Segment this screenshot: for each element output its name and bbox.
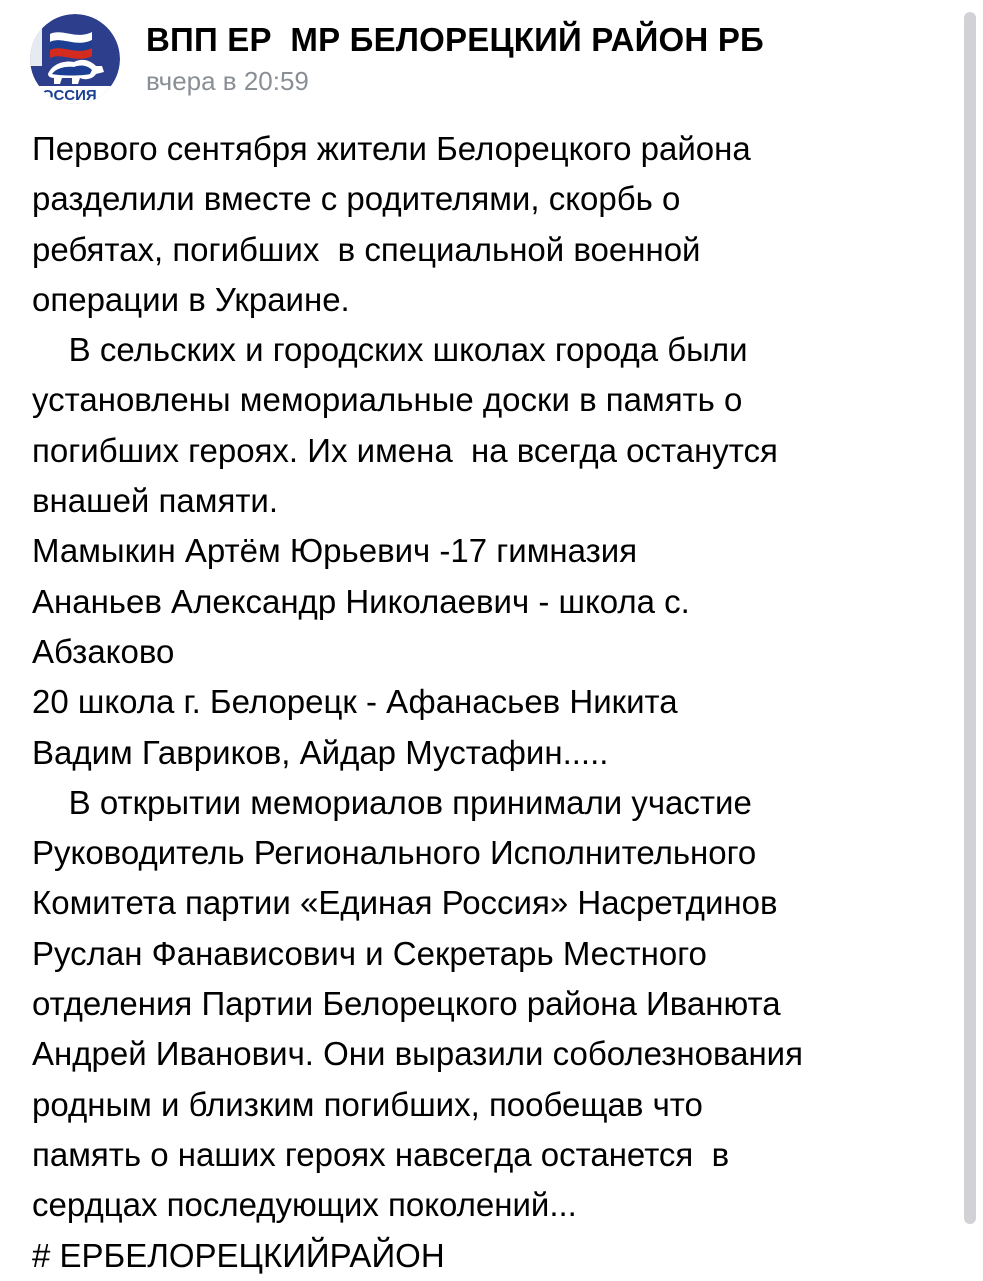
united-russia-bear-logo-icon <box>30 14 120 104</box>
post-text-line: установлены мемориальные доски в память о <box>32 381 743 419</box>
post-text-line: В открытии мемориалов принимали участие <box>32 783 752 821</box>
post-text-line: Ананьев Александр Николаевич - школа с. <box>32 582 690 620</box>
post-text-line: отделения Партии Белорецкого района Иванюта <box>32 985 781 1023</box>
post-text-line: В сельских и городских школах города были <box>32 331 748 369</box>
post-text-line: сердцах последующих поколений... <box>32 1186 577 1224</box>
post-text-line: Абзаково <box>32 632 175 670</box>
post-text-line: Комитета партии «Единая Россия» Насретдинов <box>32 884 778 922</box>
post-text-line: ребятах, погибших в специальной военной <box>32 230 701 268</box>
post-text-line: Первого сентября жители Белорецкого района <box>32 130 751 167</box>
author-name[interactable]: ВПП ЕР МР БЕЛОРЕЦКИЙ РАЙОН РБ <box>146 21 764 58</box>
post-timestamp[interactable]: вчера в 20:59 <box>146 66 309 96</box>
avatar-text: РОССИЯ <box>32 87 97 104</box>
post-text-line: Андрей Иванович. Они выразили соболезнования <box>32 1035 803 1073</box>
post-text-line: погибших героях. Их имена на всегда останутся <box>32 431 778 469</box>
post-text <box>32 124 957 1281</box>
post-text-line: память о наших героях навсегда останется в <box>32 1135 730 1173</box>
post-header <box>30 14 930 104</box>
post-text-line: разделили вместе с родителями, скорбь о <box>32 180 681 218</box>
post-text-line: Руководитель Регионального Исполнительного <box>32 834 757 872</box>
vertical-scrollbar[interactable] <box>964 12 976 1224</box>
post-text-line: 20 школа г. Белорецк - Афанасьев Никита <box>32 683 678 721</box>
author-avatar[interactable] <box>30 14 120 104</box>
post-text-line: родным и близким погибших, пообещав что <box>32 1085 703 1123</box>
post-text-line: Руслан Фанависович и Секретарь Местного <box>32 934 707 972</box>
post-text-line: внашей памяти. <box>32 482 279 520</box>
post-text-line: Мамыкин Артём Юрьевич -17 гимназия <box>32 532 638 570</box>
hashtag-link[interactable]: # ЕРБЕЛОРЕЦКИЙРАЙОН <box>32 1236 445 1274</box>
post-text-line: Вадим Гавриков, Айдар Мустафин..... <box>32 733 609 771</box>
post-text-line: операции в Украине. <box>32 280 350 318</box>
